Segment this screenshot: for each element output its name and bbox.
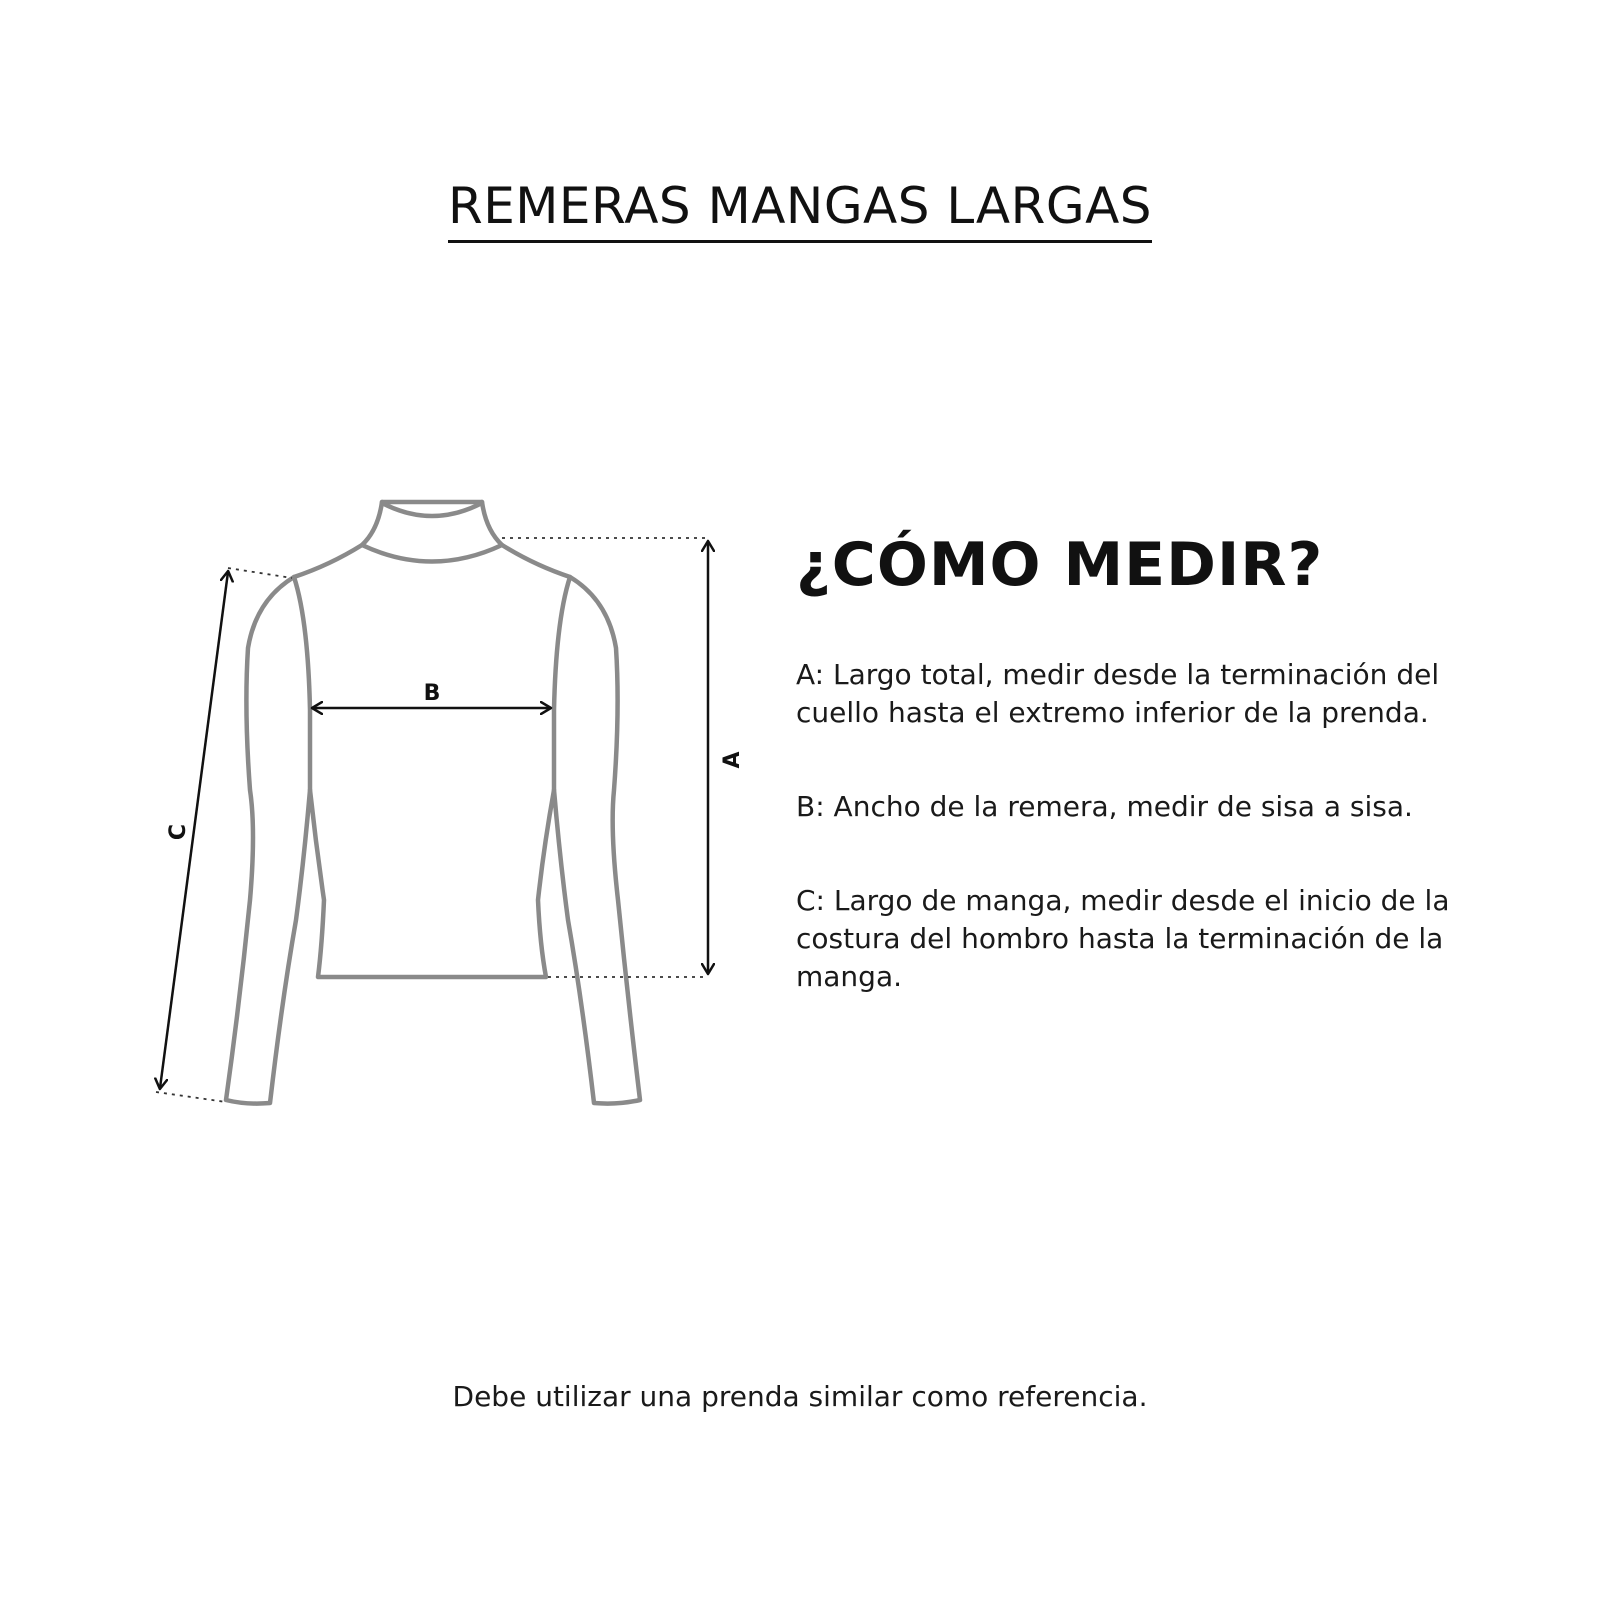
shirt-silhouette (226, 545, 640, 1104)
instruction-a: A: Largo total, medir desde la terminación del cuello hasta el extremo inferior de la prenda. (796, 658, 1440, 729)
instruction-b: B: Ancho de la remera, medir de sisa a sisa. (796, 790, 1413, 823)
label-a: A (720, 751, 745, 769)
collar-base (362, 502, 502, 562)
label-c: C (166, 823, 191, 841)
guide-c-top (228, 568, 292, 578)
guide-c-bottom (156, 1092, 226, 1102)
instruction-c: C: Largo de manga, medir desde el inicio de la costura del hombro hasta la terminación de la manga. (796, 884, 1450, 993)
page-title-text: REMERAS MANGAS LARGAS (448, 176, 1152, 243)
footer-note: Debe utilizar una prenda similar como referencia. (452, 1380, 1148, 1413)
right-armhole-seam (554, 577, 570, 790)
label-b: B (423, 681, 441, 706)
how-to-measure-heading: ¿CÓMO MEDIR? (796, 530, 1324, 600)
long-sleeve-shirt-icon (226, 502, 640, 1104)
left-armhole-seam (294, 577, 310, 790)
instructions-list (796, 656, 1496, 1052)
collar-inner-curve (384, 504, 480, 516)
